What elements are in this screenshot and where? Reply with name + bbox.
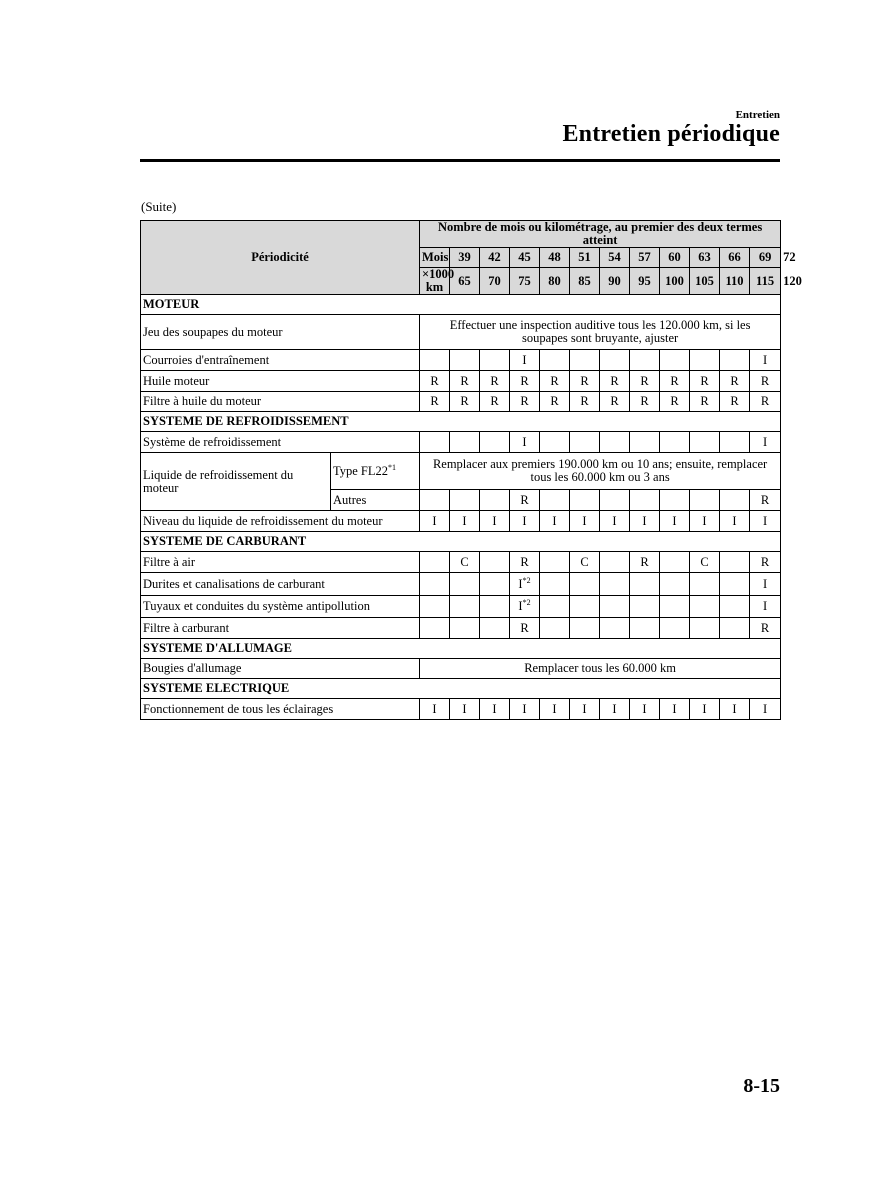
- schedule-cell: [630, 392, 660, 412]
- month-cell: 51: [570, 248, 600, 268]
- periodicite-header: Périodicité: [141, 221, 420, 295]
- schedule-cell: [660, 511, 690, 532]
- schedule-cell: [450, 618, 480, 639]
- schedule-mark: I: [642, 513, 647, 528]
- schedule-cell: [690, 490, 720, 511]
- schedule-cell: [420, 371, 450, 392]
- schedule-cell: [660, 699, 690, 720]
- schedule-mark: R: [640, 394, 649, 408]
- section-carburant: SYSTEME DE CARBURANT: [141, 532, 781, 552]
- footnote-marker: *2: [522, 575, 531, 585]
- schedule-cell: [750, 511, 781, 532]
- schedule-cell: [480, 490, 510, 511]
- schedule-cell: [540, 350, 570, 371]
- km-cell: 105: [690, 268, 720, 295]
- schedule-cell: [630, 699, 660, 720]
- schedule-cell: [540, 573, 570, 596]
- schedule-cell: [660, 392, 690, 412]
- schedule-mark: C: [580, 554, 589, 569]
- schedule-cell: [570, 699, 600, 720]
- schedule-cell: [540, 432, 570, 453]
- km-cell: 70: [480, 268, 510, 295]
- row-label-courroies: Courroies d'entraînement: [141, 350, 420, 371]
- schedule-cell: [450, 350, 480, 371]
- schedule-cell: [630, 596, 660, 618]
- schedule-cell: [570, 573, 600, 596]
- schedule-mark: I: [642, 701, 647, 716]
- row-label-systeme-refroid: Système de refroidissement: [141, 432, 420, 453]
- month-cell: 42: [480, 248, 510, 268]
- schedule-cell: [450, 552, 480, 573]
- schedule-cell: [570, 552, 600, 573]
- schedule-mark: R: [580, 373, 589, 388]
- month-cell: 45: [510, 248, 540, 268]
- schedule-cell: [510, 392, 540, 412]
- schedule-cell: [480, 511, 510, 532]
- schedule-mark: I: [763, 352, 768, 367]
- schedule-mark: I: [462, 513, 467, 528]
- schedule-cell: [420, 350, 450, 371]
- schedule-cell: [690, 392, 720, 412]
- schedule-cell: [510, 371, 540, 392]
- schedule-cell: [630, 618, 660, 639]
- row-label-tuyaux: Tuyaux et conduites du système antipollution: [141, 596, 420, 618]
- schedule-mark: I: [522, 513, 527, 528]
- km-cell: 75: [510, 268, 540, 295]
- schedule-cell: [690, 573, 720, 596]
- schedule-cell: [570, 371, 600, 392]
- schedule-mark: R: [550, 394, 559, 408]
- schedule-cell: [720, 350, 750, 371]
- schedule-mark: R: [760, 554, 770, 569]
- row-label-bougies: Bougies d'allumage: [141, 659, 420, 679]
- page-number: 8-15: [743, 1075, 780, 1097]
- month-cell: 57: [630, 248, 660, 268]
- row-label-filtre-huile: Filtre à huile du moteur: [141, 392, 420, 412]
- schedule-cell: [720, 552, 750, 573]
- schedule-mark: I: [462, 701, 467, 716]
- schedule-cell: [420, 392, 450, 412]
- schedule-mark: R: [520, 620, 529, 635]
- schedule-cell: [720, 392, 750, 412]
- schedule-cell: [450, 511, 480, 532]
- schedule-mark: I: [492, 513, 497, 528]
- schedule-cell: [720, 432, 750, 453]
- row-label-durites: Durites et canalisations de carburant: [141, 573, 420, 596]
- schedule-mark: I: [552, 701, 557, 716]
- schedule-cell: [690, 552, 720, 573]
- schedule-mark: I: [672, 701, 677, 716]
- schedule-cell: [480, 350, 510, 371]
- month-cell: 48: [540, 248, 570, 268]
- schedule-cell: [450, 573, 480, 596]
- schedule-cell: [480, 699, 510, 720]
- schedule-cell: [450, 371, 480, 392]
- schedule-cell: [420, 432, 450, 453]
- schedule-mark: R: [520, 394, 529, 408]
- schedule-mark: I: [492, 701, 497, 716]
- schedule-mark: R: [760, 492, 770, 507]
- schedule-cell: [480, 392, 510, 412]
- schedule-cell: [600, 552, 630, 573]
- schedule-cell: [660, 596, 690, 618]
- schedule-cell: [720, 573, 750, 596]
- schedule-cell: [720, 371, 750, 392]
- schedule-cell: [420, 490, 450, 511]
- schedule-cell: [420, 699, 450, 720]
- schedule-cell: [450, 490, 480, 511]
- schedule-cell: [630, 371, 660, 392]
- schedule-mark: R: [580, 394, 589, 408]
- km-cell: 110: [720, 268, 750, 295]
- schedule-cell: [540, 511, 570, 532]
- schedule-mark: R: [610, 373, 619, 388]
- schedule-mark: I: [672, 513, 677, 528]
- schedule-cell: [540, 392, 570, 412]
- schedule-cell: [540, 699, 570, 720]
- schedule-mark: I: [582, 513, 587, 528]
- schedule-mark: C: [700, 554, 709, 569]
- schedule-cell: [630, 552, 660, 573]
- schedule-cell: [630, 573, 660, 596]
- schedule-cell: [750, 552, 781, 573]
- schedule-mark: R: [700, 373, 709, 388]
- schedule-cell: [690, 432, 720, 453]
- schedule-cell: [510, 350, 540, 371]
- schedule-cell: [720, 699, 750, 720]
- schedule-cell: [600, 490, 630, 511]
- schedule-mark: I: [522, 434, 527, 449]
- schedule-mark: I: [763, 599, 768, 613]
- schedule-mark: I: [612, 513, 617, 528]
- schedule-mark: I: [518, 576, 523, 591]
- row-label-jeu-soupapes: Jeu des soupapes du moteur: [141, 315, 420, 350]
- schedule-mark: R: [640, 554, 649, 569]
- schedule-cell: [720, 511, 750, 532]
- schedule-mark: I: [732, 701, 737, 716]
- row-label-filtre-carburant: Filtre à carburant: [141, 618, 420, 639]
- schedule-cell: [570, 596, 600, 618]
- interval-header: Nombre de mois ou kilométrage, au premier des deux termes atteint: [420, 221, 781, 248]
- schedule-cell: [690, 618, 720, 639]
- schedule-cell: [450, 596, 480, 618]
- note-jeu-soupapes: Effectuer une inspection auditive tous les 120.000 km, si les soupapes sont bruyante, ajuster: [420, 315, 781, 350]
- schedule-cell: [420, 511, 450, 532]
- schedule-mark: R: [760, 394, 770, 408]
- schedule-mark: R: [430, 394, 439, 408]
- month-cell: 54: [600, 248, 630, 268]
- schedule-cell: [570, 432, 600, 453]
- schedule-cell: [750, 618, 781, 639]
- schedule-cell: [690, 596, 720, 618]
- schedule-cell: [720, 490, 750, 511]
- schedule-mark: R: [670, 394, 679, 408]
- schedule-cell: [510, 573, 540, 596]
- schedule-mark: I: [522, 701, 527, 716]
- schedule-cell: [570, 618, 600, 639]
- note-bougies: Remplacer tous les 60.000 km: [420, 659, 781, 679]
- km-label: ×1000 km: [420, 268, 450, 295]
- km-cell: 100: [660, 268, 690, 295]
- schedule-mark: I: [763, 576, 768, 591]
- schedule-cell: [600, 618, 630, 639]
- km-cell: 115: [750, 268, 781, 295]
- maintenance-schedule-table: Périodicité Nombre de mois ou kilométrage, au premier des deux termes atteint Mois 39 42 45 48 51 54 57 60 63 66 69 72 ×1000 km 65 70 75 80 85 90 95 100 105 110 115 120 MOTEUR Jeu des soupapes du moteur Effectuer une inspection auditive tous les 120.000 km, si les soupapes sont bruyante, ajuster Courroies d'entraînement I I Huile moteur R R R R R R R R R R R R Filtre à huile du moteur R R R R R R R R R R R R SYSTEME DE REFROIDISSEMENT Système de refroidissement I I Liquide de refroidissement du moteur Type FL22$^{*1}$ Remplacer aux premiers 190.000 km ou 10 ans; ensuite, remplacer tous les 60.000 km ou 3 ans Autres R R Niveau du liquide de refroidissement du moteur I I I I I I I I I I I I SYSTEME DE CARBURANT Filtre à air C R C R C R Durites et canalisations de carburant $I^{*2}$ I Tuyaux et conduites du système antipollution $I^{*2}$ I Filtre à carburant R R SYSTEME D'ALLUMAGE Bougies d'allumage Remplacer tous les 60.000 km SYSTEME ELECTRIQUE Fonctionnement de tous les éclairages I I I I I I I I I I I I: [140, 220, 781, 720]
- km-cell: 85: [570, 268, 600, 295]
- schedule-cell: [690, 699, 720, 720]
- row-label-liquide: Liquide de refroidissement du moteur: [141, 453, 331, 511]
- schedule-cell: [450, 699, 480, 720]
- footnote-marker: *1: [388, 462, 397, 472]
- schedule-cell: [600, 596, 630, 618]
- schedule-cell: [570, 511, 600, 532]
- schedule-cell: [510, 699, 540, 720]
- running-header-section: Entretien: [735, 109, 780, 121]
- schedule-cell: [720, 596, 750, 618]
- schedule-cell: [540, 552, 570, 573]
- schedule-cell: [540, 490, 570, 511]
- month-cell: 39: [450, 248, 480, 268]
- km-cell: 90: [600, 268, 630, 295]
- schedule-mark: R: [760, 373, 770, 388]
- schedule-cell: [690, 371, 720, 392]
- schedule-mark: R: [460, 373, 469, 388]
- schedule-mark: I: [732, 513, 737, 528]
- month-cell: 63: [690, 248, 720, 268]
- schedule-cell: [510, 596, 540, 618]
- sublabel-fl22: Type FL22$^{*1}$: [331, 453, 420, 490]
- schedule-cell: [570, 350, 600, 371]
- schedule-cell: [480, 618, 510, 639]
- footnote-marker: *2: [522, 597, 531, 607]
- schedule-mark: I: [432, 513, 437, 528]
- section-refroidissement: SYSTEME DE REFROIDISSEMENT: [141, 412, 781, 432]
- note-fl22: Remplacer aux premiers 190.000 km ou 10 ans; ensuite, remplacer tous les 60.000 km ou 3 ans: [420, 453, 781, 490]
- schedule-cell: [420, 618, 450, 639]
- schedule-mark: R: [730, 373, 739, 388]
- schedule-cell: [750, 392, 781, 412]
- schedule-cell: [660, 350, 690, 371]
- schedule-cell: [570, 490, 600, 511]
- schedule-cell: [600, 699, 630, 720]
- schedule-mark: R: [490, 394, 499, 408]
- suite-label: (Suite): [141, 199, 177, 214]
- schedule-mark: R: [670, 373, 679, 388]
- schedule-mark: R: [520, 554, 529, 569]
- section-moteur: MOTEUR: [141, 295, 781, 315]
- schedule-cell: [750, 573, 781, 596]
- schedule-mark: R: [430, 373, 439, 388]
- schedule-cell: [480, 573, 510, 596]
- schedule-cell: [420, 573, 450, 596]
- schedule-cell: [750, 490, 781, 511]
- schedule-cell: [600, 511, 630, 532]
- schedule-cell: [600, 350, 630, 371]
- schedule-mark: I: [612, 701, 617, 716]
- schedule-cell: [510, 618, 540, 639]
- km-cell: 80: [540, 268, 570, 295]
- schedule-cell: [480, 371, 510, 392]
- schedule-cell: [540, 618, 570, 639]
- schedule-cell: [630, 511, 660, 532]
- schedule-cell: [660, 490, 690, 511]
- schedule-cell: [600, 573, 630, 596]
- schedule-mark: R: [760, 620, 770, 635]
- schedule-cell: [630, 350, 660, 371]
- month-cell: 66: [720, 248, 750, 268]
- schedule-mark: R: [730, 394, 739, 408]
- schedule-cell: [660, 618, 690, 639]
- schedule-cell: [660, 552, 690, 573]
- schedule-cell: [540, 596, 570, 618]
- sublabel-autres: Autres: [331, 490, 420, 511]
- schedule-mark: I: [702, 513, 707, 528]
- schedule-cell: [480, 552, 510, 573]
- row-label-niveau-liquide: Niveau du liquide de refroidissement du moteur: [141, 511, 420, 532]
- schedule-mark: R: [610, 394, 619, 408]
- schedule-mark: I: [702, 701, 707, 716]
- row-label-filtre-air: Filtre à air: [141, 552, 420, 573]
- section-electrique: SYSTEME ELECTRIQUE: [141, 679, 781, 699]
- km-cell: 95: [630, 268, 660, 295]
- schedule-cell: [480, 596, 510, 618]
- row-label-huile: Huile moteur: [141, 371, 420, 392]
- schedule-cell: [510, 552, 540, 573]
- schedule-cell: [690, 511, 720, 532]
- title-rule: [140, 159, 780, 162]
- schedule-mark: R: [640, 373, 649, 388]
- schedule-mark: R: [460, 394, 469, 408]
- schedule-cell: [630, 490, 660, 511]
- schedule-cell: [510, 432, 540, 453]
- schedule-mark: R: [520, 373, 529, 388]
- schedule-cell: [450, 432, 480, 453]
- schedule-cell: [720, 618, 750, 639]
- schedule-mark: I: [552, 513, 557, 528]
- schedule-mark: R: [490, 373, 499, 388]
- schedule-mark: I: [763, 513, 768, 528]
- schedule-cell: [540, 371, 570, 392]
- schedule-cell: [750, 596, 781, 618]
- schedule-mark: I: [432, 701, 437, 716]
- schedule-mark: I: [518, 599, 523, 613]
- schedule-cell: [510, 511, 540, 532]
- schedule-mark: I: [763, 434, 768, 449]
- schedule-cell: [600, 432, 630, 453]
- schedule-cell: [660, 432, 690, 453]
- schedule-cell: [750, 371, 781, 392]
- mois-label: Mois: [420, 248, 450, 268]
- schedule-cell: [750, 350, 781, 371]
- schedule-mark: R: [550, 373, 559, 388]
- schedule-mark: R: [520, 492, 529, 507]
- schedule-mark: I: [763, 701, 768, 716]
- schedule-mark: R: [700, 394, 709, 408]
- row-label-eclairages: Fonctionnement de tous les éclairages: [141, 699, 420, 720]
- schedule-mark: C: [460, 554, 469, 569]
- month-cell: 60: [660, 248, 690, 268]
- schedule-cell: [600, 371, 630, 392]
- month-cell: 69: [750, 248, 781, 268]
- schedule-cell: [690, 350, 720, 371]
- schedule-cell: [510, 490, 540, 511]
- schedule-cell: [480, 432, 510, 453]
- schedule-cell: [660, 371, 690, 392]
- schedule-cell: [750, 699, 781, 720]
- schedule-cell: [450, 392, 480, 412]
- km-cell: 65: [450, 268, 480, 295]
- page-title: Entretien périodique: [562, 121, 780, 147]
- schedule-cell: [420, 596, 450, 618]
- schedule-mark: I: [582, 701, 587, 716]
- schedule-cell: [600, 392, 630, 412]
- schedule-cell: [420, 552, 450, 573]
- schedule-cell: [630, 432, 660, 453]
- schedule-cell: [750, 432, 781, 453]
- schedule-cell: [660, 573, 690, 596]
- schedule-mark: I: [522, 352, 527, 367]
- section-allumage: SYSTEME D'ALLUMAGE: [141, 639, 781, 659]
- schedule-cell: [570, 392, 600, 412]
